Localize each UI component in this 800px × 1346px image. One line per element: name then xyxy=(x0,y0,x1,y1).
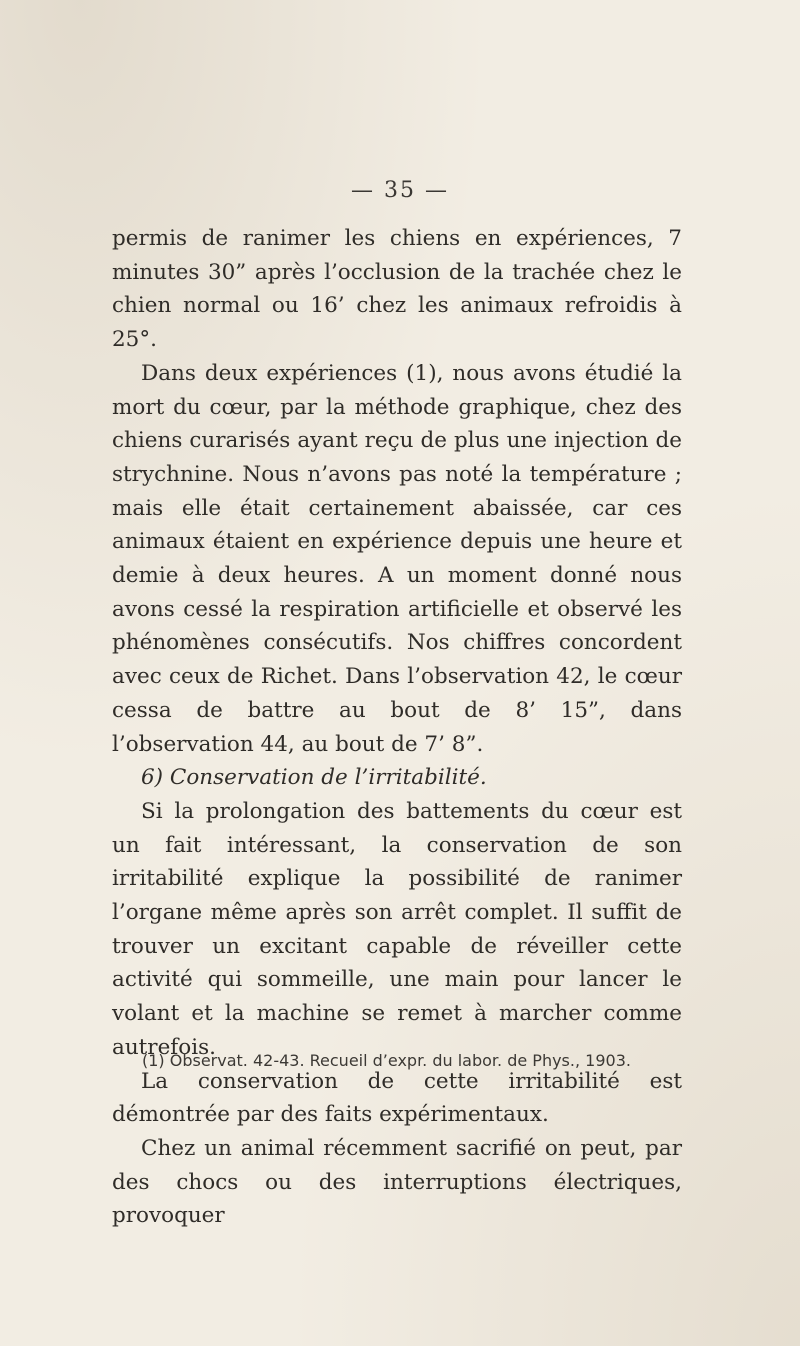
section-heading: 6) Conservation de l’irritabilité. xyxy=(141,765,487,791)
paragraph-experiments: Dans deux expériences (1), nous avons étudié la mort du cœur, par la méthode graphique, chez des chiens curarisés ayant reçu de plus une injection de strychnine. Nous n’avons pas noté la température ; mais elle était certainement abaissée, car ces animaux étaient en expérience depuis une heure et demie à deux heures. A un moment donné nous avons cessé la respiration artificielle et observé les phénomènes consécutifs. Nos chiffres concordent avec ceux de Richet. Dans l’observation 42, le cœur cessa de battre au bout de 8’ 15”, dans l’observation 44, au bout de 7’ 8”. xyxy=(112,360,682,757)
body-text xyxy=(112,222,682,1233)
paragraph-demonstration: La conservation de cette irritabilité est démontrée par des faits expérimentaux. xyxy=(112,1068,682,1128)
paragraph-irritability: Si la prolongation des battements du cœur est un fait intéressant, la conservation de son irritabilité explique la possibilité de ranimer l’organe même après son arrêt complet. Il suffit de trouver un excitant capable de réveiller cette activité qui sommeille, une main pour lancer le volant et la machine se remet à marcher comme autrefois. xyxy=(112,798,682,1060)
paragraph-animal: Chez un animal récemment sacrifié on peut, par des chocs ou des interruptions électriques, provoquer xyxy=(112,1135,682,1229)
footnote: (1) Observat. 42-43. Recueil d’expr. du labor. de Phys., 1903. xyxy=(142,1051,631,1070)
paragraph-continuation: permis de ranimer les chiens en expériences, 7 minutes 30” après l’occlusion de la trachée chez le chien normal ou 16’ chez les animaux refroidis à 25°. xyxy=(112,226,682,353)
page-number: — 35 — xyxy=(351,178,449,203)
